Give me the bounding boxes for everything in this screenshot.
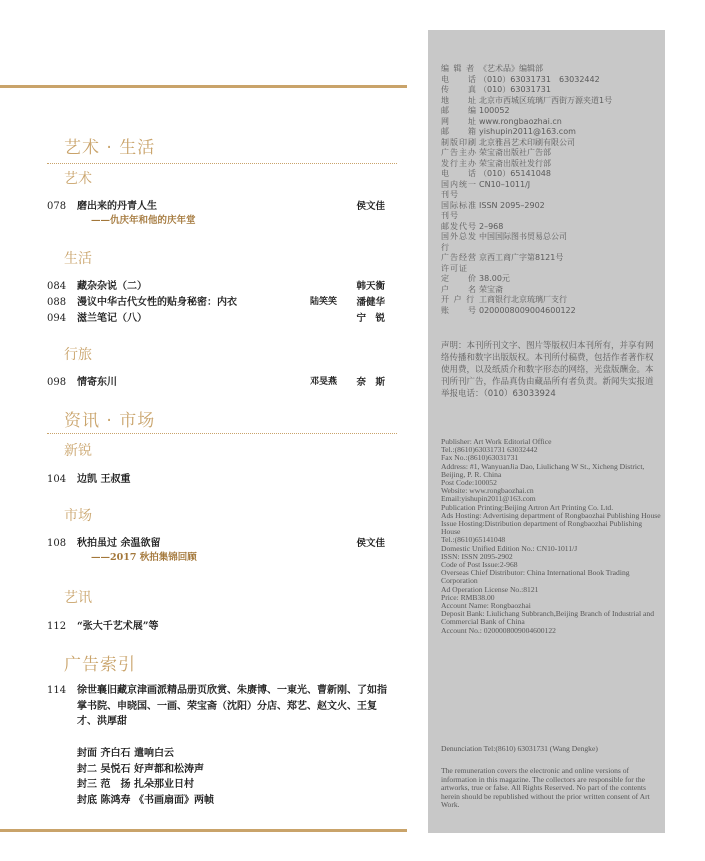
ads-index[interactable]: [47, 683, 392, 730]
ads-list: 徐世襄旧藏京津画派精品册页欣赏、朱赓博、一東光、曹新刚、了如指掌书院、申晓国、一画、荣宝斋（沈阳）分店、郑艺、赵文火、王复才、洪厚甜: [77, 685, 387, 727]
page-number: 114: [47, 685, 67, 696]
subsection-title-life: 生活: [64, 251, 92, 267]
colophon-label: 地 址: [441, 95, 477, 105]
english-line: Ads Hosting: Advertising department of Rongbaozhai Publishing House: [441, 510, 661, 520]
subsection-title-travel: 行旅: [64, 347, 92, 363]
colophon-label: 邮发代号: [441, 221, 477, 231]
article-author: 侯文佳: [356, 538, 385, 549]
colophon-value: （010）63031731: [479, 85, 551, 94]
colophon-value: 2–968: [479, 221, 504, 231]
cover-item: 封三 范 扬 扎朵那业日村: [77, 779, 194, 790]
colophon-value: 0200008009004600122: [479, 305, 576, 315]
colophon-label: 网 址: [441, 116, 477, 126]
colophon-label: 国际标准刊号: [441, 200, 477, 220]
section-title-news-market: 资讯 · 市场: [64, 411, 156, 431]
colophon-row: [441, 106, 656, 117]
colophon-row: [441, 148, 656, 159]
page-number: 108: [47, 538, 67, 549]
colophon-value: 北京市西城区琉璃厂西街万源夹道1号: [479, 95, 613, 105]
article-author: 宁 锐: [356, 313, 385, 324]
section-divider: [47, 163, 397, 164]
bottom-rule: [0, 829, 407, 832]
english-line: Fax No.:(8610)63031731: [441, 453, 519, 463]
colophon-row: [441, 306, 656, 317]
article-coauthor: 陆笑笑: [309, 297, 337, 307]
cover-list: [77, 746, 214, 808]
colophon-label: 账 号: [441, 305, 477, 315]
page-number: 078: [47, 201, 67, 212]
article-title: 藏杂杂说（二）: [77, 281, 147, 292]
english-colophon: [441, 438, 661, 635]
colophon-label: 广告主办: [441, 148, 477, 157]
cover-item: 封二 吴悦石 好声都和松涛声: [77, 763, 204, 775]
page-number: 088: [47, 297, 67, 308]
english-line: Account No.: 0200008009004600122: [441, 625, 556, 635]
colophon-value: 100052: [479, 106, 510, 115]
article-title: 磨出来的丹青人生: [77, 201, 157, 212]
colophon-row: [441, 64, 656, 75]
colophon-label: 国外总发行: [441, 232, 477, 252]
colophon-label: 邮 编: [441, 106, 477, 115]
copyright-statement: 声明：本刊所刊文字、图片等版权归本刊所有，并享有网络传播和数字出版版权。本刊所付稿费，包括作者著作权使用费，以及纸质介和数字形态的网络，光盘版酬金。本刊所刊广告，作品真伪由藏品所有者负责。新闻失实报道举报电话：（010）63033924: [441, 341, 654, 399]
colophon-row: [441, 274, 656, 285]
english-line: Code of Post Issue:2-968: [441, 560, 518, 570]
colophon-value: ISSN 2095–2902: [479, 200, 545, 210]
english-line: Tel.:(8610)65141048: [441, 535, 506, 545]
colophon-value: CN10–1011/J: [479, 179, 531, 189]
colophon-row: [441, 127, 656, 138]
article-author: 奈 斯: [356, 377, 385, 388]
colophon-row: [441, 222, 656, 233]
colophon-label: 广告经营许可证: [441, 253, 477, 273]
article-title: 秋拍虽过 余温欲留: [77, 538, 161, 549]
english-line: Publication Printing:Beijing Artron Art Printing Co. Ltd.: [441, 502, 614, 512]
article-coauthor: 邓旻燕: [309, 377, 337, 387]
denunciation-line: Denunciation Tel:(8610) 63031731 (Wang Dengke): [441, 744, 598, 753]
colophon-value: yishupin2011@163.com: [479, 127, 576, 136]
colophon-label: 国内统一刊号: [441, 179, 477, 199]
colophon-value: （010）63031731 63032442: [479, 74, 600, 84]
colophon-value: 工商银行北京琉璃厂支行: [479, 295, 567, 304]
article-title: 滋兰笔记（八）: [77, 313, 147, 324]
colophon-value: 《艺术品》编辑部: [479, 64, 543, 73]
english-line: Publisher: Art Work Editorial Office: [441, 437, 552, 446]
english-line: Post Code:100052: [441, 478, 497, 488]
colophon-row: [441, 285, 656, 296]
colophon-label: 电 话: [441, 169, 477, 178]
article-title: 边凯 王叔重: [77, 474, 131, 485]
colophon-label: 编 辑 者: [441, 64, 476, 73]
cover-item: 封面 齐白石 遣响白云: [77, 748, 174, 759]
english-line: Ad Operation License No.:8121: [441, 584, 539, 594]
colophon-label: 定 价: [441, 274, 477, 283]
remuneration-notice: The remuneration covers the electronic and online versions of information in this magazine. The collectors are responsible for the artworks, true or false. All Rights Reserved. No part of the contents herein should be republished without the prior written consent of Art Work.: [441, 766, 650, 810]
english-line: Domestic Unified Edition No.: CN10-1011/J: [441, 543, 578, 553]
article-title: “张大千艺术展”等: [77, 621, 159, 632]
english-line: Account Name: Rongbaozhai: [441, 601, 531, 611]
article-author: 侯文佳: [356, 201, 385, 212]
page-number: 098: [47, 377, 67, 388]
colophon-value: 荣宝斋出版社广告部: [479, 148, 551, 157]
subsection-title-market: 市场: [64, 508, 92, 524]
colophon-panel: [428, 30, 665, 833]
colophon-info: [441, 64, 656, 316]
colophon-row: [441, 201, 656, 222]
article-subtitle: ——2017 秋拍集锦回顾: [91, 552, 197, 563]
section-title-ads: 广告索引: [64, 655, 136, 675]
colophon-label: 户 名: [441, 284, 477, 294]
colophon-row: [441, 159, 656, 170]
colophon-row: [441, 75, 656, 86]
colophon-label: 制版印刷: [441, 137, 477, 147]
colophon-row: [441, 295, 656, 306]
colophon-value: 北京雅昌艺术印刷有限公司: [479, 137, 575, 147]
colophon-label: 传 真: [441, 85, 477, 94]
colophon-label: 邮 箱: [441, 127, 477, 136]
colophon-label: 电 话: [441, 74, 477, 84]
colophon-row: [441, 138, 656, 149]
colophon-row: [441, 169, 656, 180]
colophon-value: 38.00元: [479, 274, 510, 283]
cover-item: 封底 陈鸿寿 《书画扇面》两帧: [77, 794, 214, 806]
colophon-row: [441, 85, 656, 96]
subsection-title-art: 艺术: [64, 171, 92, 187]
colophon-value: 荣宝斋出版社发行部: [479, 158, 551, 168]
english-line: ISSN: ISSN 2095-2902: [441, 551, 513, 561]
subsection-title-news: 艺讯: [64, 590, 92, 606]
page-number: 084: [47, 281, 67, 292]
colophon-row: [441, 180, 656, 201]
colophon-row: [441, 96, 656, 107]
colophon-value: （010）65141048: [479, 169, 551, 178]
page-number: 104: [47, 474, 67, 485]
colophon-value: 荣宝斋: [479, 284, 503, 294]
colophon-row: [441, 253, 656, 274]
english-line: Issue Hosting:Distribution department of Rongbaozhai Publishing House: [441, 519, 643, 537]
colophon-label: 发行主办: [441, 158, 477, 168]
article-author: 潘健华: [356, 297, 385, 308]
top-rule: [0, 85, 407, 88]
subsection-title-newcomer: 新锐: [64, 443, 92, 459]
english-line: Address: #1, WanyuanJia Dao, Liulichang W St., Xicheng District, Beijing, P. R. China: [441, 461, 645, 479]
article-title: 情寄东川: [77, 377, 117, 388]
section-divider: [47, 433, 397, 434]
english-line: Website: www.rongbaozhai.cn: [441, 486, 534, 496]
english-line: Overseas Chief Distributor: China International Book Trading Corporation: [441, 568, 630, 586]
section-title-art-life: 艺术 · 生活: [64, 138, 156, 158]
colophon-value: 京西工商广字第8121号: [479, 253, 564, 262]
article-subtitle: ——仇庆年和他的庆年堂: [91, 215, 196, 226]
english-line: Email:yishupin2011@163.com: [441, 494, 536, 504]
english-line: Price: RMB38.00: [441, 592, 495, 602]
article-author: 韩天衡: [356, 281, 385, 292]
article-title: 漫议中华古代女性的贴身秘密：内衣: [77, 297, 237, 308]
colophon-value: www.rongbaozhai.cn: [479, 116, 562, 126]
colophon-label: 开 户 行: [441, 295, 476, 304]
colophon-row: [441, 232, 656, 253]
page-number: 112: [47, 621, 67, 632]
english-line: Tel.:(8610)63031731 63032442: [441, 445, 538, 455]
english-line: Deposit Bank: Liulichang Subbranch,Beijing Branch of Industrial and Commercial Bank of China: [441, 609, 655, 627]
colophon-row: [441, 117, 656, 128]
page-number: 094: [47, 313, 67, 324]
colophon-value: 中国国际图书贸易总公司: [479, 232, 567, 241]
